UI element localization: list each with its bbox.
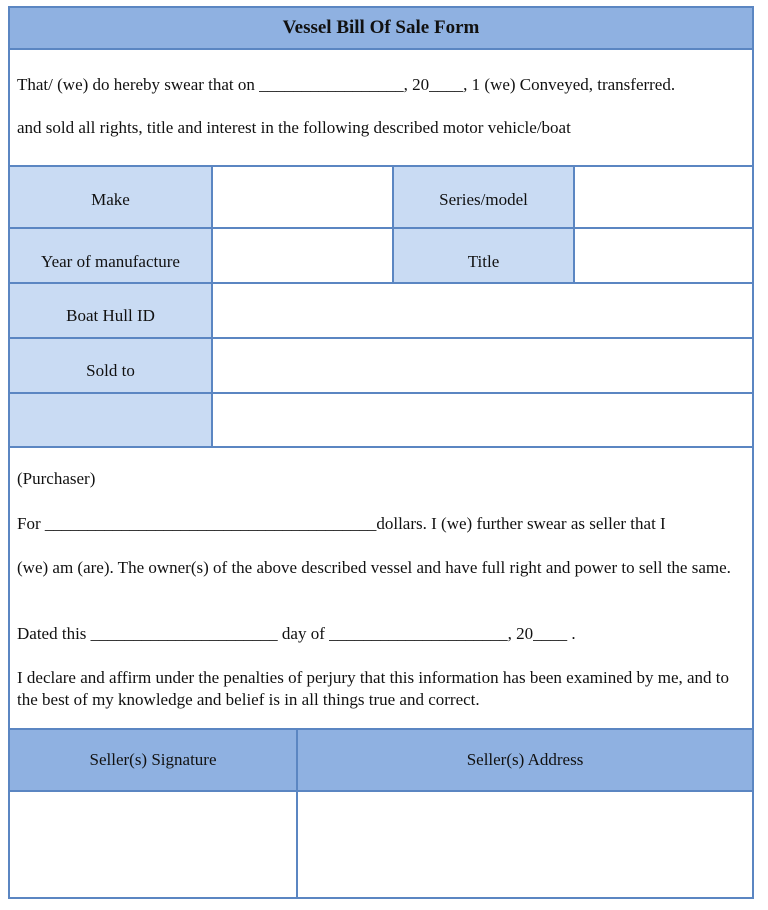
series-model-field[interactable] — [575, 167, 752, 229]
for-dollars-text: For _______________________________________dollars. I (we) further swear as seller that I — [17, 514, 666, 533]
intro-section — [10, 50, 752, 167]
year-of-manufacture-field[interactable] — [213, 229, 394, 284]
seller-address-field[interactable] — [298, 792, 752, 897]
seller-address-header: Seller(s) Address — [298, 730, 752, 792]
seller-signature-header: Seller(s) Signature — [10, 730, 298, 792]
sold-to-label — [10, 339, 213, 394]
title-field[interactable] — [575, 229, 752, 284]
owner-statement-text: (we) am (are). The owner(s) of the above described vessel and have full right and power to sell the same. — [17, 558, 731, 577]
form-title: Vessel Bill Of Sale Form — [10, 8, 752, 50]
sold-to-field[interactable] — [213, 339, 752, 394]
intro-line-1: That/ (we) do hereby swear that on _________________, 20____, 1 (we) Conveyed, transferred. — [17, 75, 676, 94]
title-label: Title — [394, 229, 575, 284]
perjury-declaration-text: I declare and affirm under the penalties of perjury that this information has been examined by me, and to the best of my knowledge and belief is in all things true and correct. — [17, 668, 730, 709]
series-model-label: Series/model — [394, 167, 575, 229]
year-of-manufacture-label: Year of manufacture — [10, 229, 213, 284]
dated-text: Dated this ______________________ day of _____________________, 20____ . — [17, 624, 576, 643]
purchaser-text: (Purchaser) — [17, 469, 96, 488]
sold-to-label-text: Sold to — [86, 361, 135, 380]
boat-hull-id-field[interactable] — [213, 284, 752, 339]
boat-hull-id-label: Boat Hull ID — [10, 284, 213, 339]
declaration-section — [10, 448, 752, 730]
seller-signature-field[interactable] — [10, 792, 298, 897]
make-label: Make — [10, 167, 213, 229]
intro-line-2: and sold all rights, title and interest in the following described motor vehicle/boat — [17, 118, 571, 137]
vessel-bill-of-sale-form — [8, 6, 754, 899]
empty-label-cell — [10, 394, 213, 448]
make-field[interactable] — [213, 167, 394, 229]
purchaser-extra-field[interactable] — [213, 394, 752, 448]
